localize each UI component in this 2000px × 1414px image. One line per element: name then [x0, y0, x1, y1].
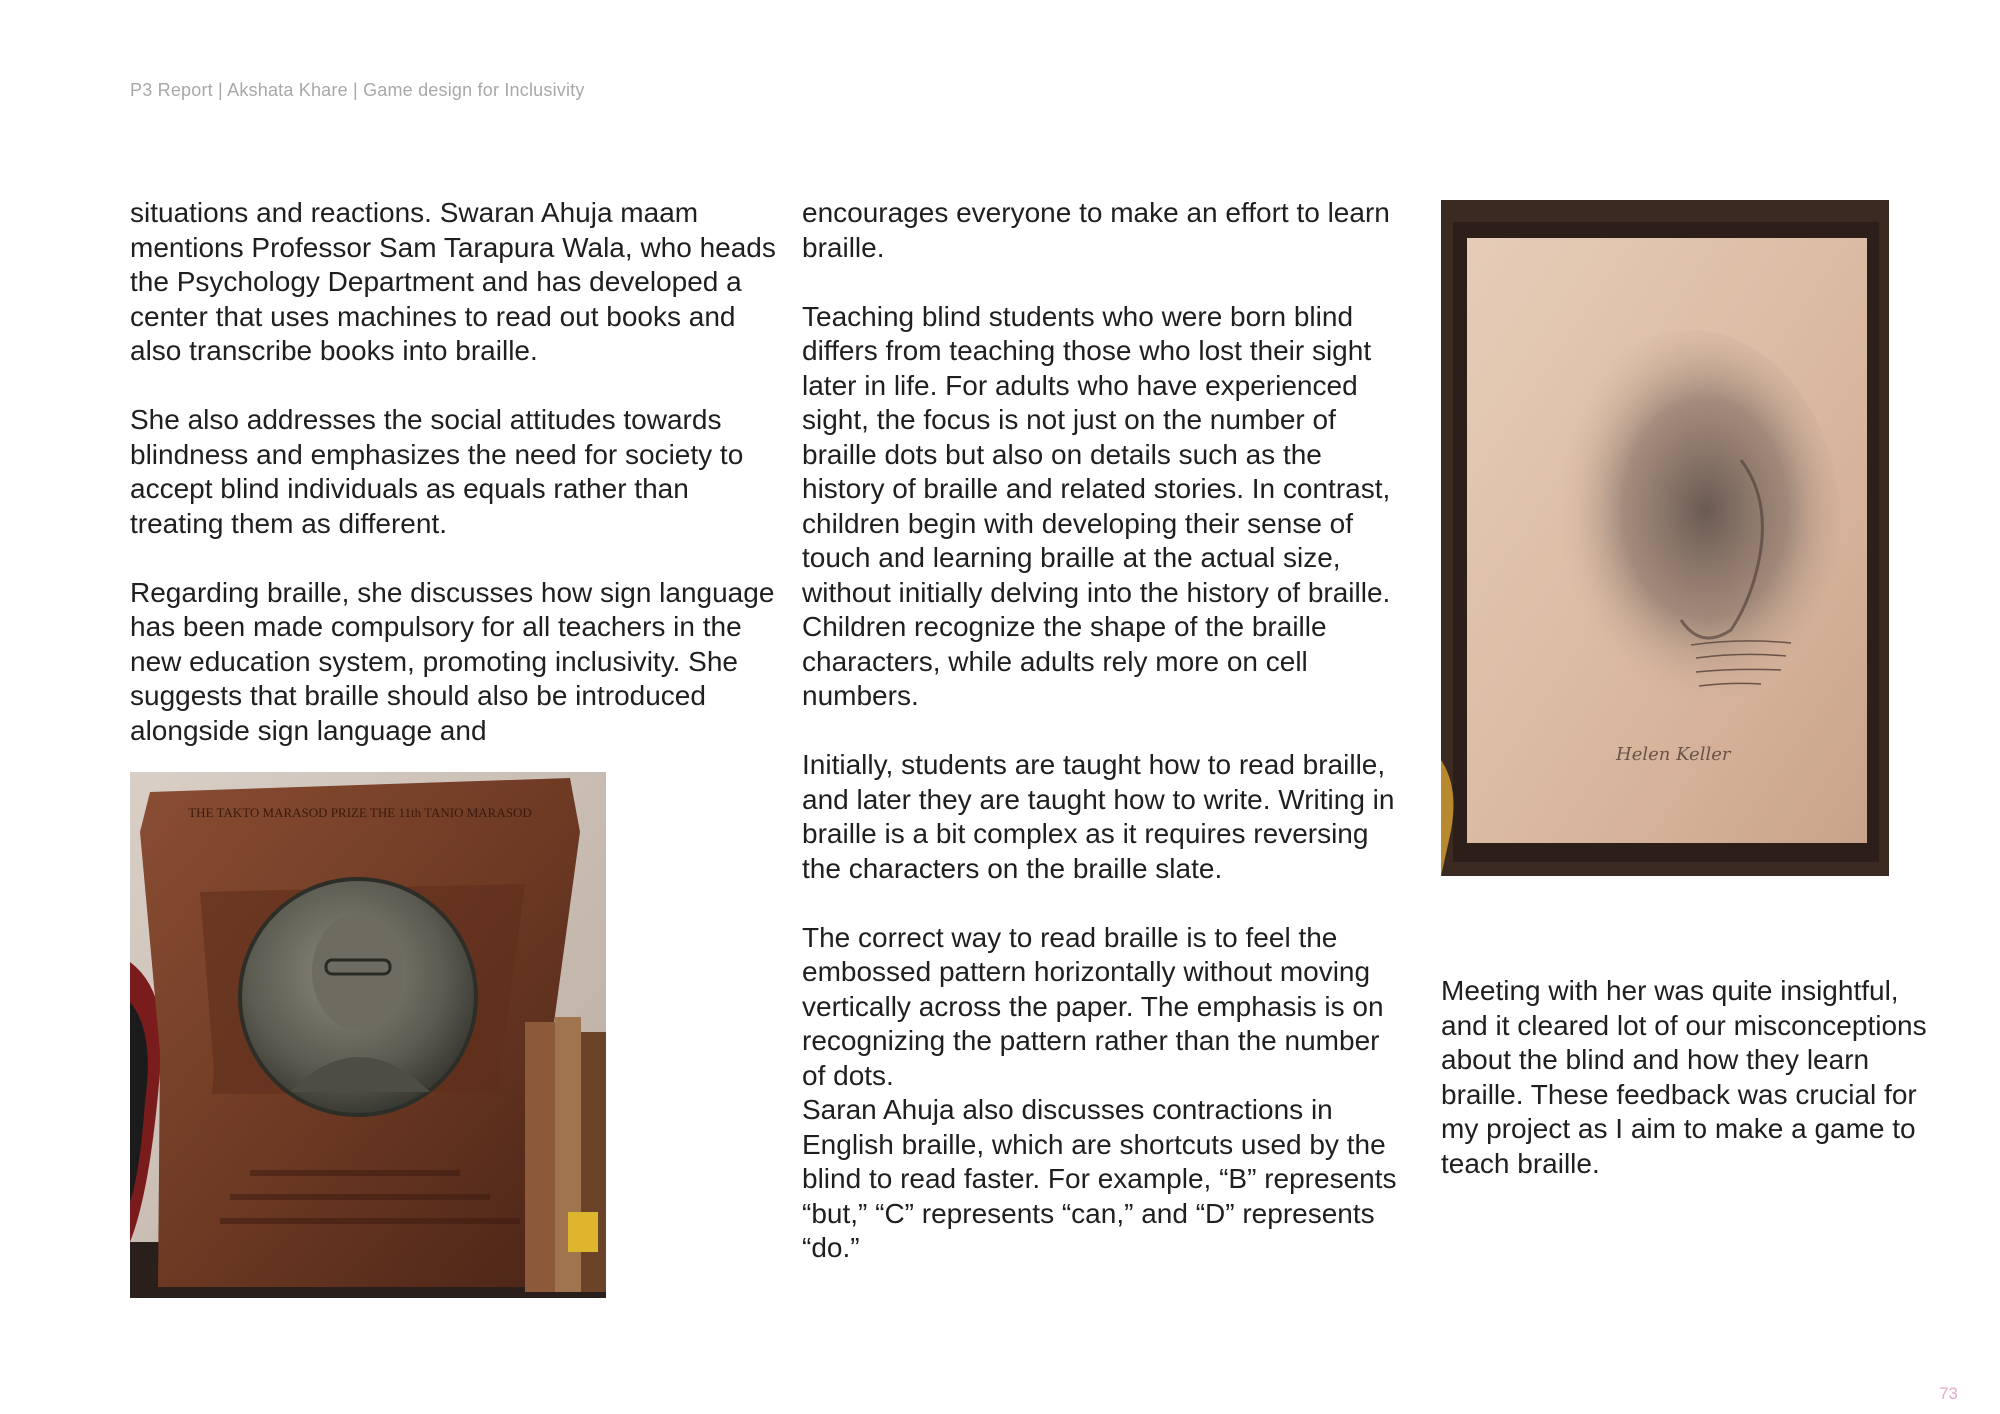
paragraph: Regarding braille, she discusses how sign language has been made compulsory for all teachers in the new education system, promoting inclusivity. She suggests that braille should also be introduced alongside sign language and: [130, 576, 775, 746]
plaque-inscription: THE TAKTO MARASOD PRIZE THE 11th TANIO MARASOD: [188, 805, 532, 820]
page-number: 73: [1939, 1384, 1958, 1403]
paragraph: Meeting with her was quite insightful, and it cleared lot of our misconceptions about the blind and how they learn braille. These feedback was crucial for my project as I aim to make a game to teach braille.: [1441, 975, 1927, 1179]
text-column-middle: [802, 196, 1402, 1300]
paragraph: She also addresses the social attitudes towards blindness and emphasizes the need for society to accept blind individuals as equals rather than treating them as different.: [130, 404, 744, 539]
text-column-right: [1441, 974, 1931, 1216]
portrait-signature: Helen Keller: [1616, 744, 1731, 765]
paragraph: The correct way to read braille is to feel the embossed pattern horizontally without moving vertically across the paper. The emphasis is on recognizing the pattern rather than the number of dots.: [802, 921, 1384, 1091]
plaque-photo: [130, 772, 606, 1298]
paragraph: Teaching blind students who were born blind differs from teaching those who lost their sight later in life. For adults who have experienced sight, the focus is not just on the number of braille dots but also on details such as the history of braille and related stories. In contrast, children begin with developing their sense of touch and learning braille at the actual size, without initially delving into the history of braille. Children recognize the shape of the braille characters, while adults rely more on cell numbers.: [802, 300, 1391, 711]
paragraph: Saran Ahuja also discusses contractions in English braille, which are shortcuts used by the blind to read faster. For example, “B” represents “but,” “C” represents “can,” and “D” represents “do.”: [802, 1094, 1397, 1263]
running-header: P3 Report | Akshata Khare | Game design for Inclusivity: [130, 80, 585, 100]
paragraph: Initially, students are taught how to read braille, and later they are taught how to write. Writing in braille is a bit complex as it requires reversing the characters on the braille slate.: [802, 749, 1395, 884]
paragraph: situations and reactions. Swaran Ahuja maam mentions Professor Sam Tarapura Wala, who heads the Psychology Department and has developed a center that uses machines to read out books and also transcribe books into braille.: [130, 197, 776, 366]
text-column-left: [130, 196, 780, 783]
framed-portrait-photo: [1441, 200, 1889, 876]
paragraph: encourages everyone to make an effort to learn braille.: [802, 197, 1390, 263]
